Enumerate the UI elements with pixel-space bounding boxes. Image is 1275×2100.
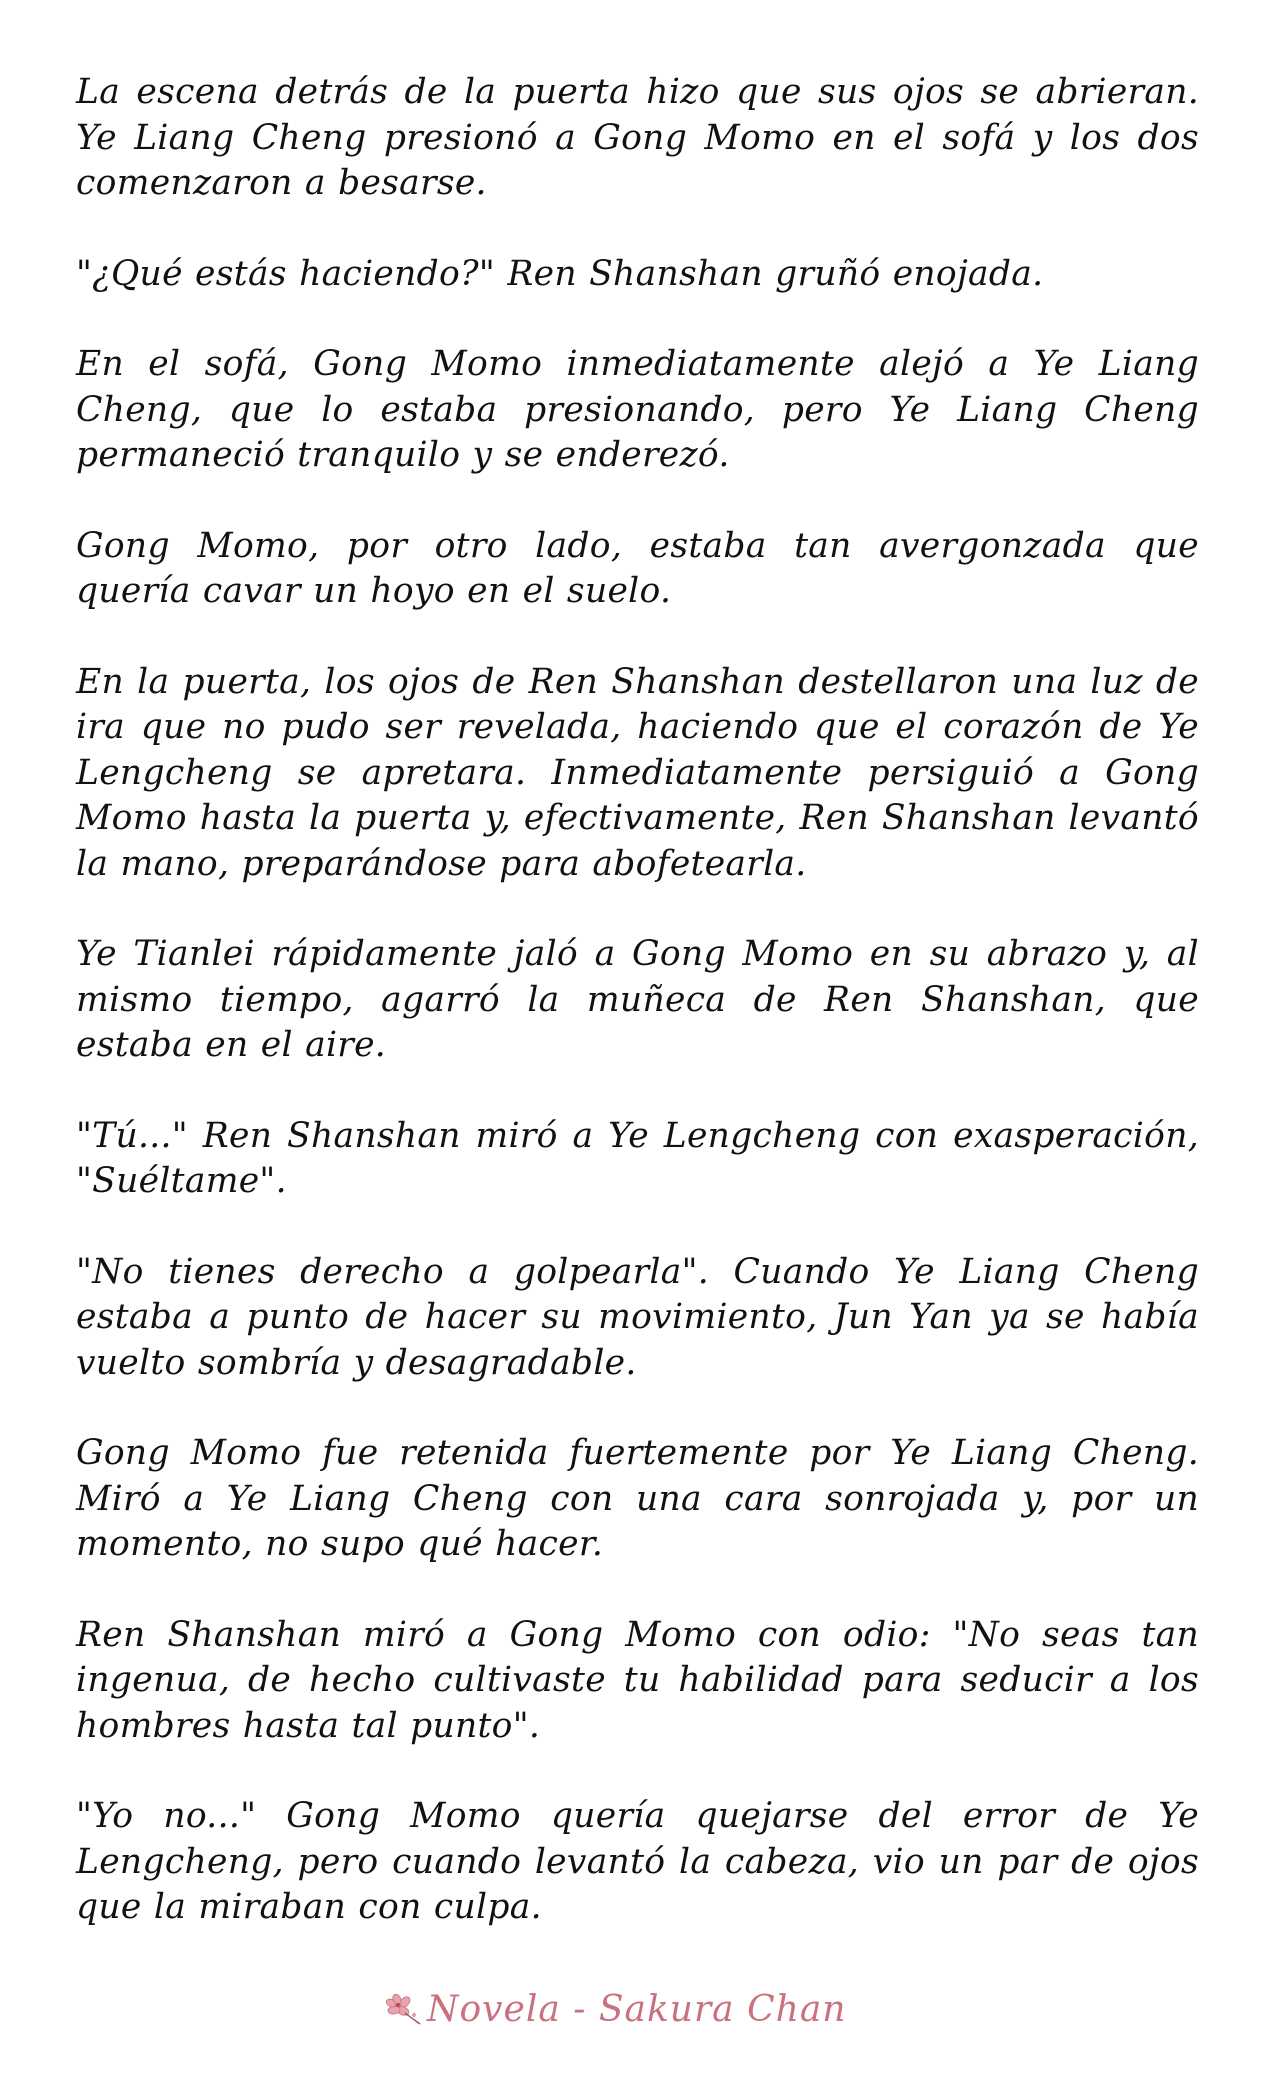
- watermark-text: Novela - Sakura Chan: [427, 1988, 847, 2030]
- paragraph-2: "¿Qué estás haciendo?" Ren Shanshan gruñó enojada.: [76, 253, 1044, 294]
- paragraph-5: En la puerta, los ojos de Ren Shanshan destellaron una luz de ira que no pudo ser revelada, haciendo que el corazón de Ye Lengcheng se apretara. Inmediatamente persiguió a Gong Momo hasta la puerta y, efectivamente, Ren Shanshan levantó la mano, preparándose para abofetearla.: [76, 661, 1199, 884]
- paragraph-9: Gong Momo fue retenida fuertemente por Ye Liang Cheng. Miró a Ye Liang Cheng con una cara sonrojada y, por un momento, no supo qué hacer.: [76, 1433, 1199, 1564]
- watermark: [383, 1985, 846, 2033]
- story-text: [76, 70, 1199, 1976]
- paragraph-11: "Yo no..." Gong Momo quería quejarse del error de Ye Lengcheng, pero cuando levantó la cabeza, vio un par de ojos que la miraban con culpa.: [76, 1796, 1199, 1927]
- paragraph-10: Ren Shanshan miró a Gong Momo con odio: "No seas tan ingenua, de hecho cultivaste tu habilidad para seducir a los hombres hasta tal punto".: [76, 1614, 1199, 1746]
- paragraph-8: "No tienes derecho a golpearla". Cuando Ye Liang Cheng estaba a punto de hacer su movimiento, Jun Yan ya se había vuelto sombría y desagradable.: [76, 1251, 1199, 1383]
- paragraph-1: La escena detrás de la puerta hizo que sus ojos se abrieran. Ye Liang Cheng presionó a Gong Momo en el sofá y los dos comenzaron a besarse.: [76, 72, 1199, 203]
- sakura-blossom-icon: [383, 1991, 423, 2027]
- paragraph-3: En el sofá, Gong Momo inmediatamente alejó a Ye Liang Cheng, que lo estaba presionando, pero Ye Liang Cheng permaneció tranquilo y se enderezó.: [76, 344, 1199, 475]
- paragraph-4: Gong Momo, por otro lado, estaba tan avergonzada que quería cavar un hoyo en el suelo.: [76, 525, 1199, 611]
- paragraph-6: Ye Tianlei rápidamente jaló a Gong Momo en su abrazo y, al mismo tiempo, agarró la muñeca de Ren Shanshan, que estaba en el aire.: [76, 934, 1199, 1065]
- paragraph-7: "Tú..." Ren Shanshan miró a Ye Lengcheng con exasperación, "Suéltame".: [76, 1115, 1199, 1201]
